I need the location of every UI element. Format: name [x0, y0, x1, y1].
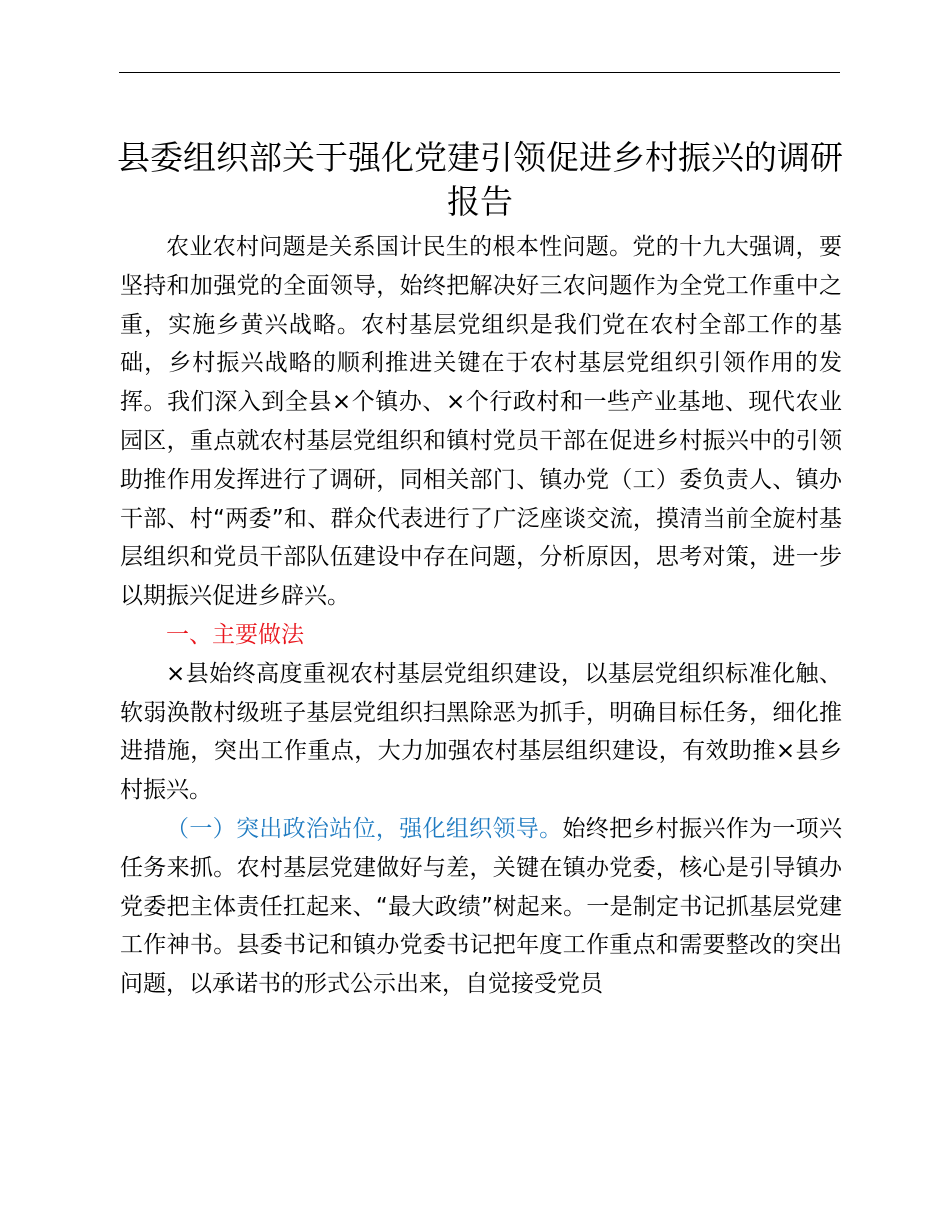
- intro-paragraph: 农业农村问题是关系国计民生的根本性问题。党的十九大强调，要坚持和加强党的全面领导，始终把解决好三农问题作为全党工作重中之重，实施乡黄兴战略。农村基层党组织是我们党在农村全部工作的基础，乡村振兴战略的顺利推进关键在于农村基层党组织引领作用的发挥。我们深入到全县×个镇办、×个行政村和一些产业基地、现代农业园区，重点就农村基层党组织和镇村党员干部在促进乡村振兴中的引领助推作用发挥进行了调研，同相关部门、镇办党（工）委负责人、镇办干部、村“两委”和、群众代表进行了广泛座谈交流，摸清当前全旋村基层组织和党员干部队伍建设中存在问题，分析原因，思考对策，进一步以期振兴促进乡辟兴。: [120, 234, 842, 610]
- subsection-body: 始终把乡村振兴作为一项兴任务来抓。农村基层党建做好与差，关键在镇办党委，核心是引导镇办党委把主体责任扛起来、“最大政绩”树起来。一是制定书记抓基层党建工作神书。县委书记和镇办党委书记把年度工作重点和需要整改的突出问题，以承诺书的形式公示出来，自觉接受党员: [120, 815, 843, 998]
- header-rule: [119, 72, 840, 73]
- section-intro-paragraph: ×县始终高度重视农村基层党组织建设，以基层党组织标准化触、软弱涣散村级班子基层党组织扫黑除恶为抓手，明确目标任务，细化推进措施，突出工作重点，大力加强农村基层组织建设，有效助推×县乡村振兴。: [120, 660, 842, 804]
- document-body: [120, 228, 842, 1004]
- subsection-paragraph: [120, 810, 842, 1004]
- document-title: 县委组织部关于强化党建引领促进乡村振兴的调研报告: [117, 138, 843, 221]
- subsection-heading: （一）突出政治站位，强化组织领导。: [166, 815, 563, 842]
- section-heading-main-practices: 一、主要做法: [166, 621, 304, 648]
